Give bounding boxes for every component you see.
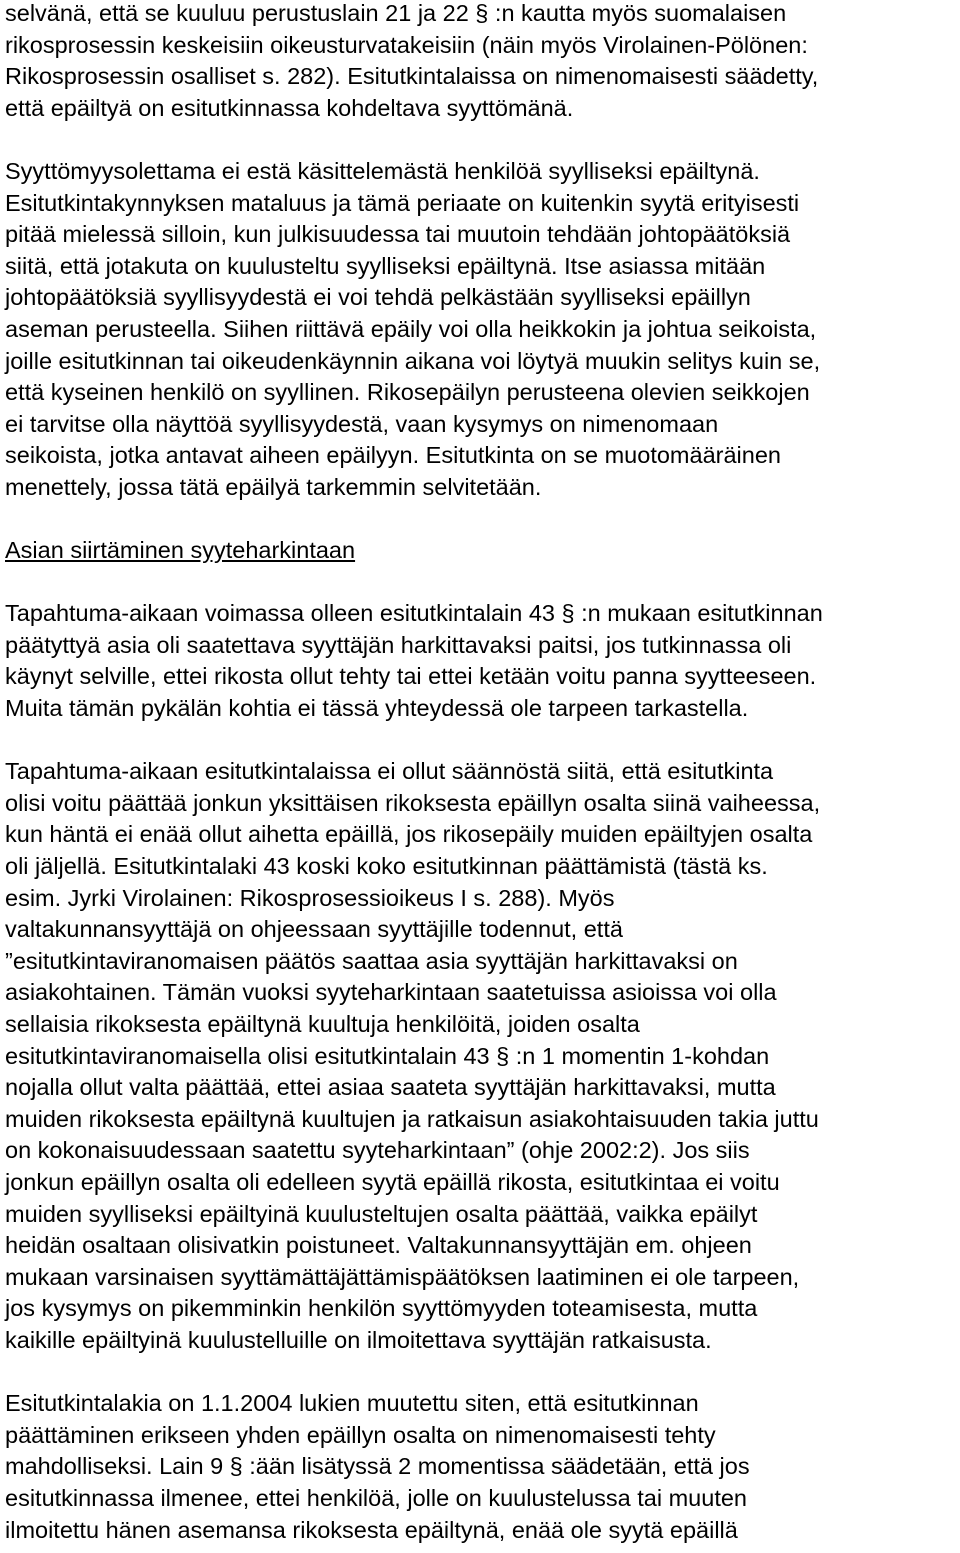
text-line: että epäiltyä on esitutkinnassa kohdeltava syyttömänä.	[5, 94, 574, 121]
text-line: päätyttyä asia oli saatettava syyttäjän harkittavaksi paitsi, jos tutkinnassa oli	[5, 631, 792, 658]
text-line: ilmoitettu hänen asemansa rikoksesta epäiltynä, enää ole syytä epäillä	[5, 1516, 738, 1543]
paragraph-gap	[5, 567, 957, 599]
text-line: muiden syylliseksi epäiltyinä kuulusteltujen osalta päättää, vaikka epäilyt	[5, 1200, 758, 1227]
paragraph-law-43	[5, 598, 957, 724]
text-line: ”esitutkintaviranomaisen päätös saattaa asia syyttäjän harkittavaksi on	[5, 947, 738, 974]
text-line: aseman perusteella. Siihen riittävä epäily voi olla heikkokin ja johtua seikoista,	[5, 315, 817, 342]
text-line: muiden rikoksesta epäiltynä kuultujen ja ratkaisun asiakohtaisuuden takia juttu	[5, 1105, 819, 1132]
text-line: mukaan varsinaisen syyttämättäjättämispäätöksen laatiminen ei ole tarpeen,	[5, 1263, 800, 1290]
text-line: menettely, jossa tätä epäilyä tarkemmin selvitetään.	[5, 473, 542, 500]
text-line: esitutkintaviranomaisella olisi esitutkintalain 43 § :n 1 momentin 1-kohdan	[5, 1042, 770, 1069]
text-line: mahdolliseksi. Lain 9 § :ään lisätyssä 2 momentissa säädetään, että jos	[5, 1453, 750, 1480]
text-line: sellaisia rikoksesta epäiltynä kuultuja henkilöitä, joiden osalta	[5, 1011, 640, 1037]
text-line: on kokonaisuudessaan saatettu syyteharkintaan” (ohje 2002:2). Jos siis	[5, 1137, 750, 1164]
text-line: Syyttömyysolettama ei estä käsittelemästä henkilöä syylliseksi epäiltynä.	[5, 157, 760, 184]
paragraph-gap	[5, 124, 957, 156]
text-line: Tapahtuma-aikaan voimassa olleen esitutkintalain 43 § :n mukaan esitutkinnan	[5, 600, 823, 627]
paragraph-no-provision	[5, 756, 957, 1356]
text-line: seikoista, jotka antavat aiheen epäilyyn. Esitutkinta on se muotomääräinen	[5, 442, 781, 469]
text-line: että kyseinen henkilö on syyllinen. Rikosepäilyn perusteena olevien seikkojen	[5, 379, 810, 406]
document-page	[5, 0, 957, 1546]
section-heading: Asian siirtäminen syyteharkintaan	[5, 537, 356, 564]
text-line: pitää mielessä silloin, kun julkisuudessa tai muutoin tehdään johtopäätöksiä	[5, 221, 791, 248]
text-line: päättäminen erikseen yhden epäillyn osalta on nimenomaisesti tehty	[5, 1421, 716, 1448]
text-line: johtopäätöksiä syyllisyydestä ei voi tehdä pelkästään syylliseksi epäillyn	[5, 284, 751, 311]
paragraph-presumption-intro	[5, 0, 957, 124]
text-line: esitutkinnassa ilmenee, ettei henkilöä, jolle on kuulustelussa tai muuten	[5, 1484, 747, 1511]
text-line: asiakohtainen. Tämän vuoksi syyteharkintaan saatetuissa asioissa voi olla	[5, 979, 777, 1006]
paragraph-presumption-detail	[5, 156, 957, 504]
text-line: kaikille epäiltyinä kuulustelluille on ilmoitettava syyttäjän ratkaisusta.	[5, 1326, 712, 1353]
text-line: nojalla ollut valta päättää, ettei asiaa saateta syyttäjän harkittavaksi, mutta	[5, 1074, 776, 1101]
text-line: esim. Jyrki Virolainen: Rikosprosessioikeus I s. 288). Myös	[5, 884, 615, 911]
text-line: jonkun epäillyn osalta oli edelleen syytä epäillä rikosta, esitutkintaa ei voitu	[5, 1168, 780, 1195]
text-line: ei tarvitse olla näyttöä syyllisyydestä, vaan kysymys on nimenomaan	[5, 410, 719, 437]
text-line: Rikosprosessin osalliset s. 282). Esitutkintalaissa on nimenomaisesti säädetty,	[5, 63, 819, 90]
text-line: rikosprosessin keskeisiin oikeusturvatakeisiin (näin myös Virolainen-Pölönen:	[5, 31, 808, 58]
text-line: olisi voitu päättää jonkun yksittäisen rikoksesta epäillyn osalta siinä vaiheessa,	[5, 789, 821, 816]
text-line: kun häntä ei enää ollut aihetta epäillä, jos rikosepäily muiden epäiltyjen osalta	[5, 821, 813, 848]
text-line: Tapahtuma-aikaan esitutkintalaissa ei ollut säännöstä siitä, että esitutkinta	[5, 758, 774, 785]
paragraph-gap	[5, 725, 957, 757]
text-line: Muita tämän pykälän kohtia ei tässä yhteydessä ole tarpeen tarkastella.	[5, 695, 749, 722]
text-line: oli jäljellä. Esitutkintalaki 43 koski koko esitutkinnan päättämistä (tästä ks.	[5, 853, 768, 880]
text-line: käynyt selville, ettei rikosta ollut tehty tai ettei ketään voitu panna syytteeseen.	[5, 663, 817, 690]
paragraph-gap	[5, 504, 957, 536]
text-line: Esitutkintakynnyksen mataluus ja tämä periaate on kuitenkin syytä erityisesti	[5, 189, 800, 216]
paragraph-gap	[5, 1357, 957, 1389]
text-line: heidän osaltaan olisivatkin poistuneet. Valtakunnansyyttäjän em. ohjeen	[5, 1232, 752, 1259]
text-line: valtakunnansyyttäjä on ohjeessaan syyttäjille todennut, että	[5, 916, 623, 943]
text-line: siitä, että jotakuta on kuulusteltu syylliseksi epäiltynä. Itse asiassa mitään	[5, 252, 766, 279]
text-line: joille esitutkinnan tai oikeudenkäynnin aikana voi löytyä muukin selitys kuin se,	[5, 347, 821, 374]
text-line: jos kysymys on pikemminkin henkilön syyttömyyden toteamisesta, mutta	[5, 1295, 758, 1322]
paragraph-law-amendment	[5, 1388, 957, 1546]
text-line: selvänä, että se kuuluu perustuslain 21 ja 22 § :n kautta myös suomalaisen	[5, 0, 787, 26]
text-line: Esitutkintalakia on 1.1.2004 lukien muutettu siten, että esitutkinnan	[5, 1390, 699, 1417]
